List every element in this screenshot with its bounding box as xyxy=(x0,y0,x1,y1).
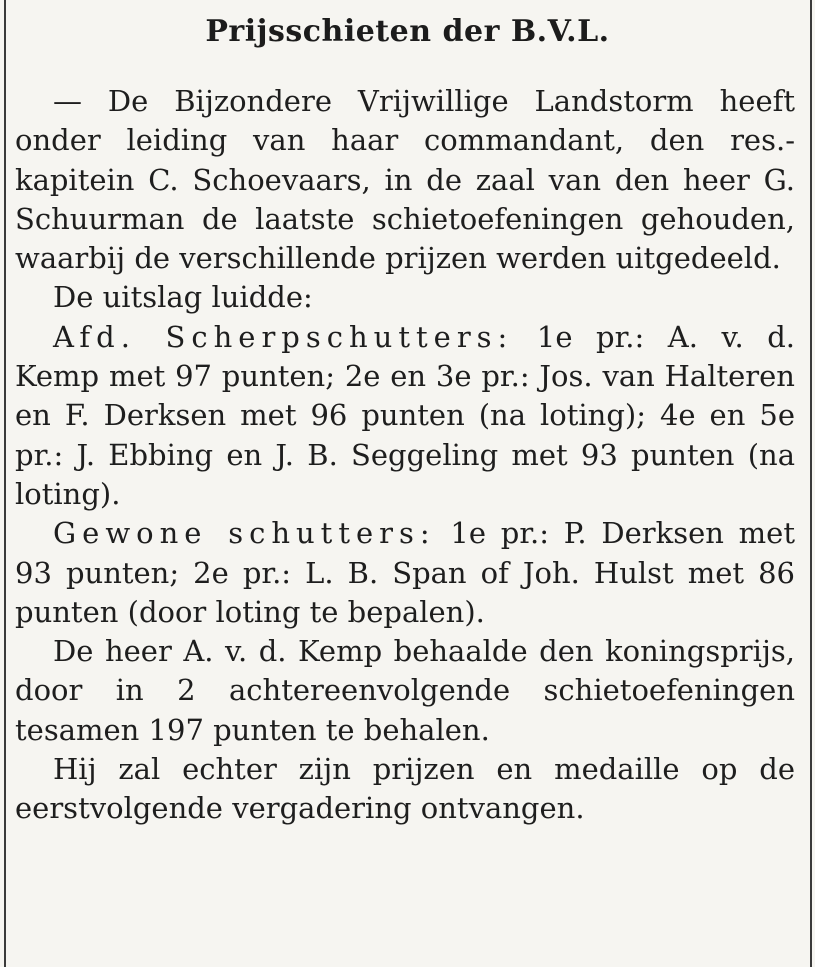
paragraph-result-heading xyxy=(15,278,795,317)
article-body xyxy=(15,82,795,829)
paragraph-scherpschutters xyxy=(15,318,795,514)
section-lead-scherpschutters: Afd. Scherpschutters: xyxy=(53,319,514,354)
column-rule-right xyxy=(810,0,812,967)
paragraph-intro xyxy=(15,82,795,278)
paragraph-scherpschutters-text: 1e pr.: A. v. d. Kemp met 97 punten; 2e en 3e pr.: Jos. van Halteren en F. Derksen met 96 punten (na loting); 4e en 5e pr.: J. Ebbing en J. B. Seggeling met 93 punten (na loting). xyxy=(15,319,795,511)
paragraph-gewone-schutters-text: 1e pr.: P. Derksen met 93 punten; 2e pr.: L. B. Span of Joh. Hulst met 86 punten (door loting te bepalen). xyxy=(15,516,795,629)
paragraph-closing xyxy=(15,750,795,829)
paragraph-gewone-schutters xyxy=(15,514,795,632)
section-lead-gewone-schutters: Gewone schutters: xyxy=(53,516,436,551)
article-headline: Prijsschieten der B.V.L. xyxy=(205,14,610,49)
paragraph-result-heading-text: De uitslag luidde: xyxy=(53,280,313,315)
paragraph-koningsprijs xyxy=(15,632,795,750)
paragraph-closing-text: Hij zal echter zijn prijzen en medaille op de eerstvolgende vergadering ontvangen. xyxy=(15,752,795,826)
column-rule-left xyxy=(4,0,6,967)
paragraph-koningsprijs-text: De heer A. v. d. Kemp behaalde den koningsprijs, door in 2 achtereenvolgende schietoefeningen tesamen 197 punten te behalen. xyxy=(15,634,795,747)
paragraph-intro-text: — De Bijzondere Vrijwillige Landstorm heeft onder leiding van haar commandant, den res.-kapitein C. Schoevaars, in de zaal van den heer G. Schuurman de laatste schietoefeningen gehouden, waarbij de verschillende prijzen werden uitgedeeld. xyxy=(15,84,795,276)
